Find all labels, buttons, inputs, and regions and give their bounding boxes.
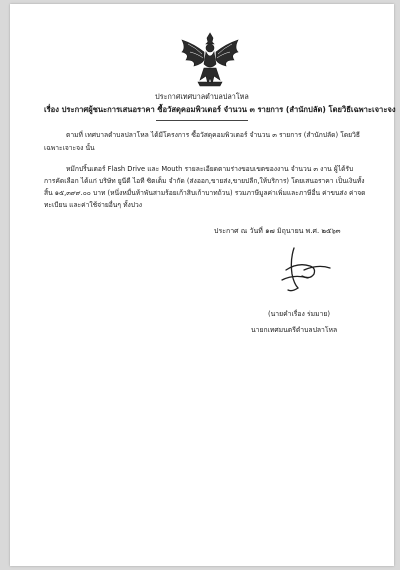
paragraph-2-line-1: หมึกปริ้นเตอร์ Flash Drive และ Mouth รายละเอียดตามร่างขอบเขตของงาน จำนวน ๓ งาน ผู้ได้รับ (66, 165, 354, 173)
handwritten-signature (264, 240, 344, 298)
paragraph-2-line-2: การคัดเลือก ได้แก่ บริษัท ยูนีดี ไอที ซิตเต็ม จำกัด (ส่งออก,ขายส่ง,ขายปลีก,ให้บริการ) โดยเสนอราคา เป็นเงินทั้ง (44, 177, 365, 185)
signer-name: (นายคำเรื่อง ร่มมาย) (268, 310, 331, 318)
paragraph-1-line-1: ตามที่ เทศบาลตำบลปลาโหล ได้มีโครงการ ซื้อวัสดุคอมพิวเตอร์ จำนวน ๓ รายการ (สำนักปลัด) โดยวิธี (66, 131, 360, 139)
title-divider (156, 120, 248, 121)
garuda-emblem-icon (176, 30, 244, 88)
paragraph-2-line-3: สิ้น ๑๕,๓๙๙.๐๐ บาท (หนึ่งหมื่นห้าพันสามร้อยเก้าสิบเก้าบาทถ้วน) รวมภาษีมูลค่าเพิ่มและภาษีอื่น ค่าขนส่ง ค่าจด (44, 189, 366, 197)
paragraph-1-line-2: เฉพาะเจาะจง นั้น (44, 144, 95, 152)
announcement-subject: เรื่อง ประกาศผู้ชนะการเสนอราคา ซื้อวัสดุคอมพิวเตอร์ จำนวน ๓ รายการ (สำนักปลัด) โดยวิธีเฉพาะเจาะจง (44, 105, 396, 114)
document-page (10, 4, 394, 566)
announcement-date: ประกาศ ณ วันที่ ๑๗ มิถุนายน พ.ศ. ๒๕๖๓ (214, 227, 341, 235)
signer-position: นายกเทศมนตรีตำบลปลาโหล (251, 326, 338, 334)
announcement-title: ประกาศเทศบาลตำบลปลาโหล (155, 92, 249, 101)
paragraph-2-line-4: ทะเบียน และค่าใช้จ่ายอื่นๆ ทั้งปวง (44, 201, 143, 209)
